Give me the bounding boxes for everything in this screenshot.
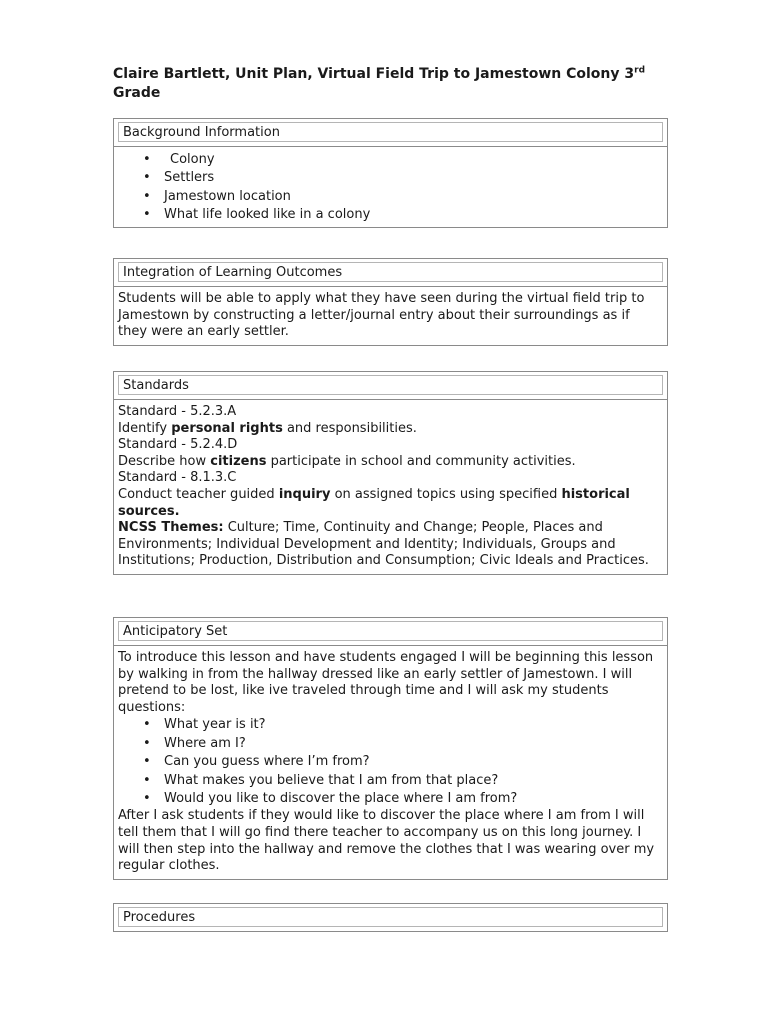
list-item: • Can you guess where I’m from?: [118, 753, 662, 771]
section-header: [114, 904, 667, 931]
section-header-label: Standards: [118, 375, 663, 395]
section-body: [114, 147, 667, 227]
section-body: [114, 646, 667, 879]
paragraph: Students will be able to apply what they have seen during the virtual field trip to Jamestown by constructing a letter/journal entry about their surroundings as if they were an early settler.: [118, 291, 645, 340]
section-standards: [113, 371, 668, 575]
question-list: [118, 716, 662, 808]
section-header-label: Anticipatory Set: [118, 621, 663, 641]
standard-description: Describe how citizens participate in school and community activities.: [118, 453, 576, 469]
section-header: [114, 372, 667, 400]
standard-description: Conduct teacher guided inquiry on assigned topics using specified historical sources.: [118, 486, 630, 519]
list-item: • Would you like to discover the place where I am from?: [118, 790, 662, 808]
section-header: [114, 259, 667, 287]
section-header-label: Procedures: [118, 907, 663, 927]
title-superscript: rd: [634, 65, 646, 76]
list-item: • Settlers: [118, 169, 662, 187]
list-item: • What year is it?: [118, 716, 662, 734]
document-title: Claire Bartlett, Unit Plan, Virtual Field Trip to Jamestown Colony 3rd Grade: [113, 65, 646, 101]
section-header-label: Integration of Learning Outcomes: [118, 262, 663, 282]
standard-code: Standard - 8.1.3.C: [118, 470, 237, 486]
section-procedures: [113, 903, 668, 932]
list-item: • What life looked like in a colony: [118, 206, 662, 224]
list-item: • Jamestown location: [118, 188, 662, 206]
standard-description: Identify personal rights and responsibilities.: [118, 420, 417, 436]
standard-code: Standard - 5.2.4.D: [118, 437, 238, 453]
list-item: • What makes you believe that I am from that place?: [118, 772, 662, 790]
section-header: [114, 618, 667, 646]
bullet-list: [118, 151, 662, 225]
list-item: • Colony: [118, 151, 662, 169]
section-header-label: Background Information: [118, 122, 663, 142]
section-background-information: [113, 118, 668, 228]
list-item: • Where am I?: [118, 735, 662, 753]
ncss-themes: NCSS Themes: Culture; Time, Continuity and Change; People, Places and Environments; Individual Development and Identity; Individuals, Groups and Institutions; Production, Distribution and Consumption; Civic Ideals and Practices.: [118, 520, 649, 569]
section-anticipatory-set: [113, 617, 668, 880]
paragraph: After I ask students if they would like to discover the place where I am from I will tell them that I will go find there teacher to accompany us on this long journey. I will then step into the hallway and remove the clothes that I was wearing over my regular clothes.: [118, 808, 655, 874]
section-integration-of-learning-outcomes: [113, 258, 668, 346]
paragraph: To introduce this lesson and have students engaged I will be beginning this lesson by walking in from the hallway dressed like an early settler of Jamestown. I will pretend to be lost, like ive traveled through time and I will ask my students questions:: [118, 650, 654, 715]
standard-code: Standard - 5.2.3.A: [118, 404, 237, 419]
section-header: [114, 119, 667, 147]
section-body: [114, 287, 667, 345]
section-body: [114, 400, 667, 574]
